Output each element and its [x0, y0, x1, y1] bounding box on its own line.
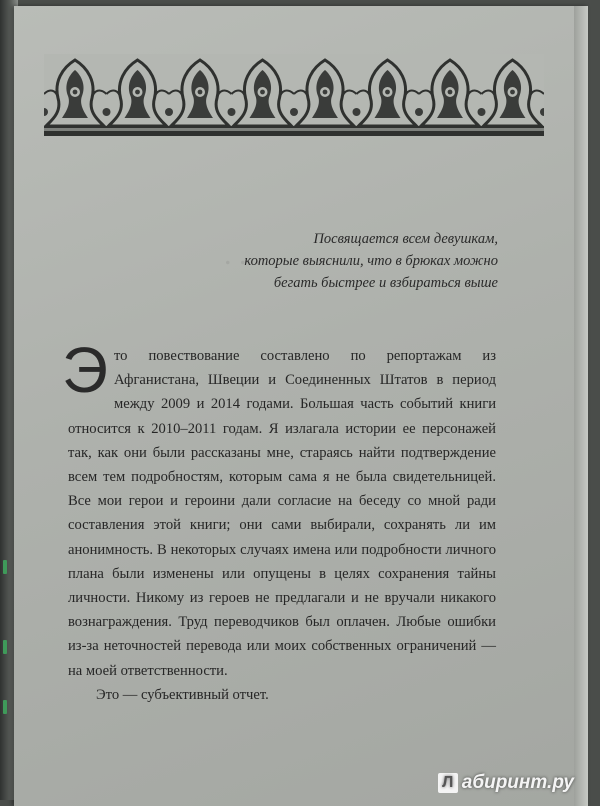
- watermark-text: абиринт.ру: [461, 772, 574, 793]
- dedication: [138, 228, 498, 294]
- show-through-text: . . .: [224, 238, 262, 271]
- watermark-logo: [438, 772, 574, 794]
- dedication-line: Посвящается всем девушкам,: [313, 231, 498, 247]
- spine-mark: [3, 560, 7, 574]
- paragraph: то повествование составлено по репортажам из Афганистана, Швеции и Соединенных Штатов в период между 2009 и 2014 годами. Большая часть событий книги относится к 2010–2011 годам. Я излагала истории ее персонажей так, как они были рассказаны мне, стараясь найти подтверждение всем тем подробностям, которым сама я не была свидетельницей. Все мои герои и героини дали согласие на беседу со мной ради составления этой книги; они сами выбирали, сохранять ли им анонимность. В некоторых случаях имена или подробности личного плана были изменены или опущены в целях сохранения тайны личности. Никому из героев не предлагали и не вручали никакого вознаграждения. Труд переводчиков был оплачен. Любые ошибки из-за неточностей перевода или моих собственных ограничений — на моей ответственности.: [68, 348, 496, 679]
- body-text: [62, 334, 496, 707]
- spine-mark: [3, 700, 7, 714]
- book-page: [14, 6, 588, 806]
- page-edge: [574, 6, 588, 806]
- watermark-badge: Л: [438, 773, 458, 793]
- dedication-line: которые выяснили, что в брюках можно: [244, 253, 498, 269]
- paragraph: Это — субъективный отчет.: [96, 686, 269, 703]
- dedication-line: бегать быстрее и взбираться выше: [273, 275, 498, 291]
- spine-mark: [3, 640, 7, 654]
- drop-cap: Э: [62, 334, 108, 406]
- ornament-border: [44, 54, 544, 138]
